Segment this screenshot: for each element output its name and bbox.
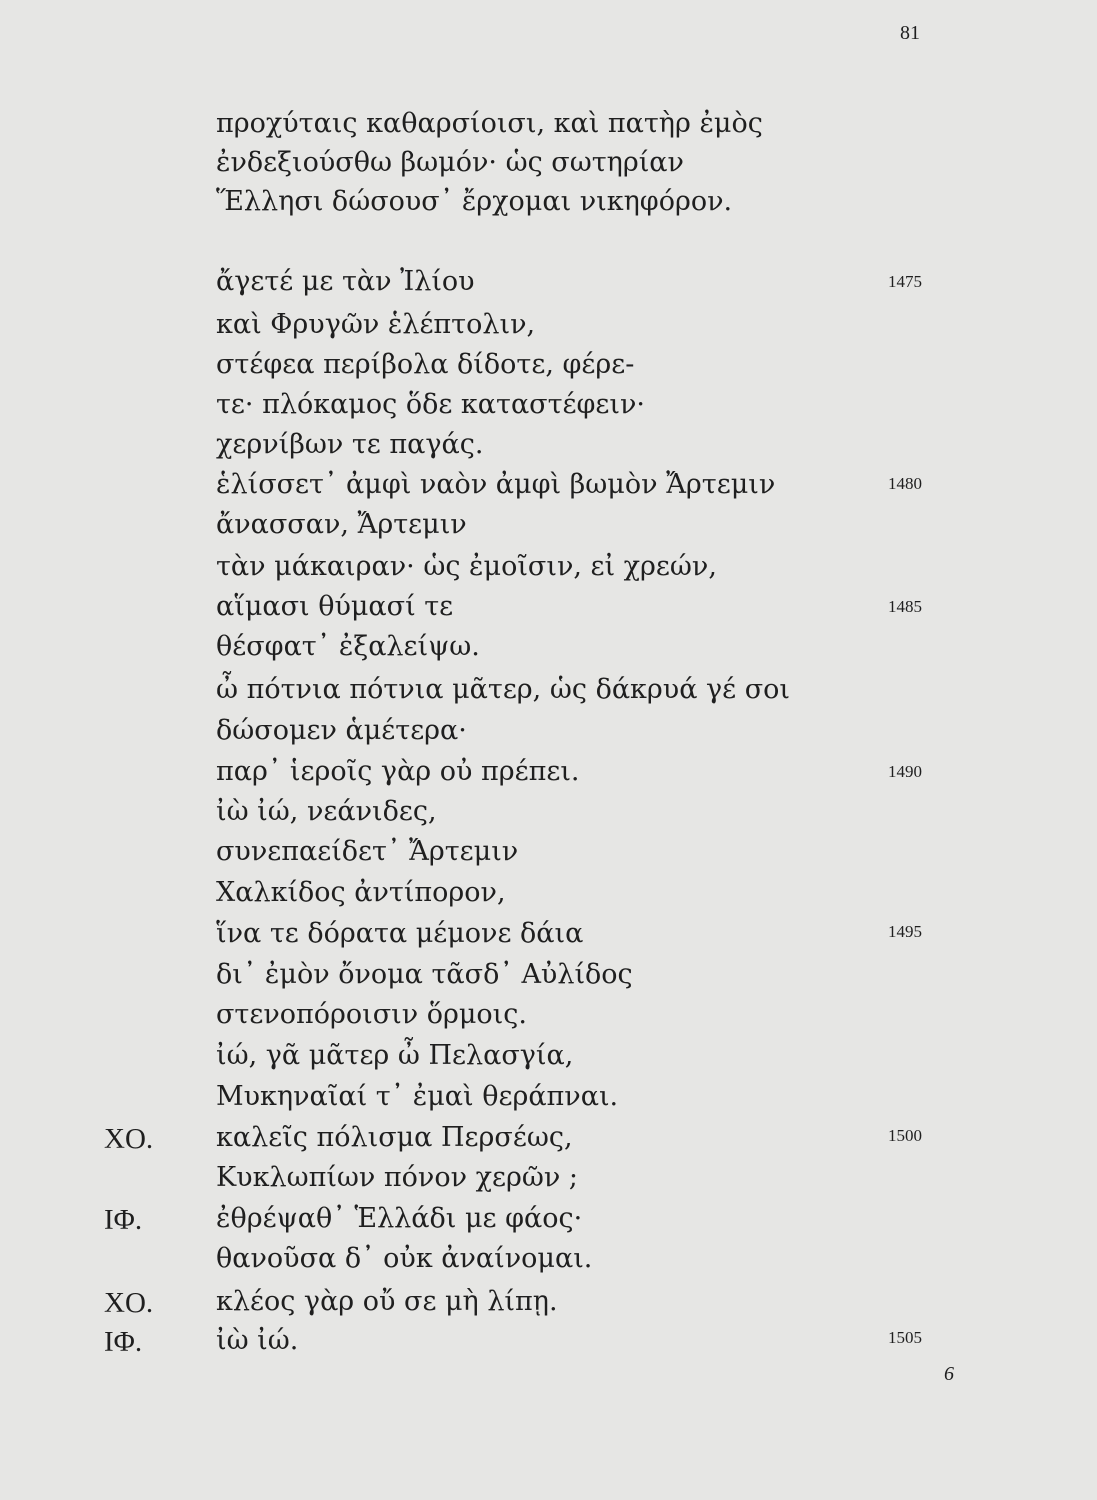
line-number-1480: 1480 — [888, 474, 922, 493]
verse-line: ἰὼ ἰώ. — [216, 1325, 299, 1356]
verse-line: ἄνασσαν, Ἄρτεμιν — [216, 509, 467, 540]
verse-line: ἄγετέ με τὰν Ἰλίου — [216, 266, 475, 297]
signature-mark: 6 — [944, 1363, 954, 1385]
verse-line: ὦ πότνια πότνια μᾶτερ, ὡς δάκρυά γέ σοι — [216, 674, 791, 705]
speaker-iphigenia: ΙΦ. — [104, 1204, 143, 1236]
verse-line: ἰὼ ἰώ, νεάνιδες, — [216, 796, 437, 827]
verse-line: ἐνδεξιούσθω βωμόν· ὡς σωτηρίαν — [216, 147, 684, 178]
verse-line: Κυκλωπίων πόνον χερῶν ; — [216, 1162, 578, 1193]
verse-line: ἑλίσσετ᾽ ἀμφὶ ναὸν ἀμφὶ βωμὸν Ἄρτεμιν — [216, 469, 776, 500]
page-number: 81 — [900, 22, 920, 44]
line-number-1505: 1505 — [888, 1328, 922, 1347]
verse-line: στέφεα περίβολα δίδοτε, φέρε- — [216, 349, 635, 380]
verse-line: παρ᾽ ἱεροῖς γὰρ οὐ πρέπει. — [216, 756, 580, 787]
verse-line: δι᾽ ἐμὸν ὄνομα τᾶσδ᾽ Αὐλίδος — [216, 959, 633, 990]
speaker-chorus: ΧΟ. — [104, 1287, 154, 1319]
verse-line: χερνίβων τε παγάς. — [216, 429, 484, 460]
verse-line: κλέος γὰρ οὔ σε μὴ λίπῃ. — [216, 1286, 558, 1317]
verse-line: στενοπόροισιν ὅρμοις. — [216, 999, 527, 1030]
speaker-iphigenia: ΙΦ. — [104, 1326, 143, 1358]
verse-line: τὰν μάκαιραν· ὡς ἐμοῖσιν, εἰ χρεών, — [216, 551, 717, 582]
verse-line: θανοῦσα δ᾽ οὐκ ἀναίνομαι. — [216, 1243, 593, 1274]
verse-line: ἐθρέψαθ᾽ Ἑλλάδι με φάος· — [216, 1203, 583, 1234]
verse-line: θέσφατ᾽ ἐξαλείψω. — [216, 631, 480, 662]
verse-line: συνεπαείδετ᾽ Ἄρτεμιν — [216, 836, 519, 867]
verse-line: προχύταις καθαρσίοισι, καὶ πατὴρ ἐμὸς — [216, 108, 763, 139]
verse-line: Μυκηναῖαί τ᾽ ἐμαὶ θεράπναι. — [216, 1081, 619, 1112]
line-number-1485: 1485 — [888, 597, 922, 616]
verse-line: Ἕλλησι δώσουσ᾽ ἔρχομαι νικηφόρον. — [216, 186, 733, 217]
line-number-1500: 1500 — [888, 1126, 922, 1145]
verse-line: ἵνα τε δόρατα μέμονε δάια — [216, 918, 584, 949]
verse-line: καὶ Φρυγῶν ἑλέπτολιν, — [216, 309, 536, 340]
line-number-1475: 1475 — [888, 272, 922, 291]
line-number-1490: 1490 — [888, 762, 922, 781]
verse-line: τε· πλόκαμος ὅδε καταστέφειν· — [216, 389, 646, 420]
verse-line: ἰώ, γᾶ μᾶτερ ὦ Πελασγία, — [216, 1040, 574, 1071]
line-number-1495: 1495 — [888, 922, 922, 941]
verse-line: καλεῖς πόλισμα Περσέως, — [216, 1122, 573, 1153]
verse-line: αἵμασι θύμασί τε — [216, 591, 454, 622]
speaker-chorus: ΧΟ. — [104, 1123, 154, 1155]
verse-line: Χαλκίδος ἀντίπορον, — [216, 877, 506, 908]
verse-line: δώσομεν ἁμέτερα· — [216, 715, 467, 746]
